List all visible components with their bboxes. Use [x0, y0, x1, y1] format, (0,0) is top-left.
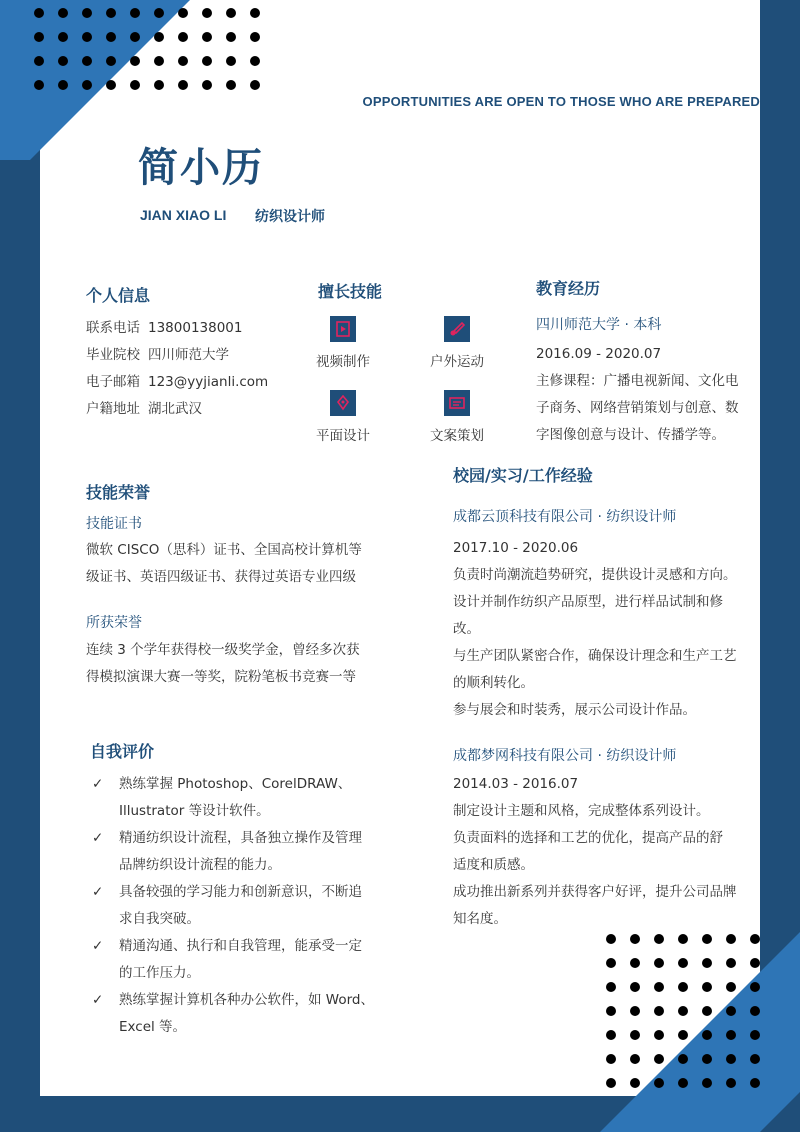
cert-title: 技能证书 — [86, 516, 142, 532]
self-eval-line: 的工作压力。 — [119, 965, 200, 981]
job-2-title: 成都梦网科技有限公司 · 纺织设计师 — [453, 748, 677, 764]
decorative-dot — [654, 1030, 664, 1040]
decorative-dot — [82, 56, 92, 66]
skill-label: 户外运动 — [430, 354, 484, 370]
award-line: 连续 3 个学年获得校一级奖学金，曾经多次获 — [86, 642, 360, 658]
decorative-dot — [726, 1006, 736, 1016]
decorative-dot — [202, 56, 212, 66]
decorative-dot — [630, 982, 640, 992]
self-eval-line: 品牌纺织设计流程的能力。 — [119, 857, 281, 873]
self-eval-line: 精通沟通、执行和自我管理，能承受一定 — [119, 938, 362, 954]
decorative-dot — [750, 1030, 760, 1040]
decorative-dot — [630, 1006, 640, 1016]
honors-heading: 技能荣誉 — [86, 483, 151, 502]
self-eval-line: 具备较强的学习能力和创新意识，不断追 — [119, 884, 362, 900]
info-label: 毕业院校 — [86, 347, 140, 363]
decorative-dot — [34, 56, 44, 66]
decorative-dot — [678, 934, 688, 944]
slogan: OPPORTUNITIES ARE OPEN TO THOSE WHO ARE PREPARED — [362, 94, 760, 109]
check-icon: ✓ — [92, 830, 104, 846]
education-details — [536, 341, 758, 449]
decorative-dot — [630, 1030, 640, 1040]
decorative-dot — [606, 1006, 616, 1016]
decorative-dot — [250, 8, 260, 18]
skills-heading: 擅长技能 — [318, 282, 383, 301]
education-period: 2016.09 - 2020.07 — [536, 346, 662, 362]
check-icon: ✓ — [92, 992, 104, 1008]
decorative-dot — [226, 56, 236, 66]
decorative-dot — [82, 80, 92, 90]
education-school: 四川师范大学 · 本科 — [536, 317, 662, 333]
decorative-dot — [606, 982, 616, 992]
decorative-dot — [58, 8, 68, 18]
job-line: 成功推出新系列并获得客户好评，提升公司品牌 — [453, 884, 737, 900]
decorative-dot — [678, 1078, 688, 1088]
check-icon: ✓ — [92, 938, 104, 954]
applicant-pinyin: JIAN XIAO LI — [140, 207, 227, 223]
decorative-dot — [202, 80, 212, 90]
award-line: 得模拟演课大赛一等奖，院粉笔板书竞赛一等 — [86, 669, 356, 685]
decorative-dot — [130, 80, 140, 90]
decorative-dot — [106, 56, 116, 66]
decorative-dot — [34, 80, 44, 90]
decorative-dot — [130, 56, 140, 66]
applicant-name: 简小历 — [138, 145, 264, 191]
cert-line: 微软 CISCO（思科）证书、全国高校计算机等 — [86, 542, 362, 558]
cert-line: 级证书、英语四级证书、获得过英语专业四级 — [86, 569, 356, 585]
decorative-dot — [654, 934, 664, 944]
decorative-dot — [58, 32, 68, 42]
job-line: 参与展会和时装秀，展示公司设计作品。 — [453, 702, 696, 718]
decorative-dot — [726, 982, 736, 992]
job-line: 的顺利转化。 — [453, 675, 534, 691]
decorative-dot — [58, 56, 68, 66]
decorative-dot — [678, 958, 688, 968]
decorative-dot — [702, 958, 712, 968]
decorative-dot — [154, 80, 164, 90]
info-label: 电子邮箱 — [86, 374, 140, 390]
decorative-dot — [178, 8, 188, 18]
self-eval-line: Excel 等。 — [119, 1019, 187, 1035]
personal-info-list — [86, 315, 268, 423]
decorative-dot — [130, 8, 140, 18]
decorative-dot — [202, 32, 212, 42]
self-eval-item — [92, 771, 382, 825]
decorative-dot — [606, 1030, 616, 1040]
decorative-dot — [750, 1078, 760, 1088]
decorative-dot — [34, 32, 44, 42]
job-title: 纺织设计师 — [255, 209, 325, 225]
skill-item-copywriting — [412, 390, 502, 444]
decorative-dot — [606, 934, 616, 944]
job-line: 负责时尚潮流趋势研究，提供设计灵感和方向。 — [453, 567, 737, 583]
decorative-dot — [750, 982, 760, 992]
award-title: 所获荣誉 — [86, 615, 142, 631]
education-heading: 教育经历 — [536, 279, 601, 298]
decorative-dot — [630, 1054, 640, 1064]
info-value: 13800138001 — [148, 320, 243, 336]
job-period: 2017.10 - 2020.06 — [453, 540, 579, 556]
decorative-dot — [702, 982, 712, 992]
decorative-dot — [82, 8, 92, 18]
decorative-dot — [630, 1078, 640, 1088]
decorative-dot — [726, 934, 736, 944]
decorative-dot — [678, 982, 688, 992]
decorative-dot — [106, 8, 116, 18]
job-line: 与生产团队紧密合作，确保设计理念和生产工艺 — [453, 648, 737, 664]
decorative-dot — [226, 8, 236, 18]
self-eval-item — [92, 987, 382, 1041]
decorative-dot — [750, 1054, 760, 1064]
document-icon — [444, 390, 470, 416]
job-line: 制定设计主题和风格，完成整体系列设计。 — [453, 803, 710, 819]
info-label: 户籍地址 — [86, 401, 140, 417]
education-line: 子商务、网络营销策划与创意、数 — [536, 400, 739, 416]
decorative-dot — [702, 1006, 712, 1016]
decorative-dot — [702, 1054, 712, 1064]
badminton-icon — [444, 316, 470, 342]
decorative-dot — [654, 958, 664, 968]
info-row-email — [86, 369, 268, 396]
decorative-dot — [178, 32, 188, 42]
decorative-dot — [726, 958, 736, 968]
job-line: 负责面料的选择和工艺的优化，提高产品的舒 — [453, 830, 723, 846]
decorative-dot — [678, 1006, 688, 1016]
self-eval-line: 熟练掌握 Photoshop、CorelDRAW、 — [119, 776, 352, 792]
decorative-dot — [630, 958, 640, 968]
job-period: 2014.03 - 2016.07 — [453, 776, 579, 792]
decorative-dot — [606, 958, 616, 968]
job-2-details — [453, 771, 758, 933]
skill-label: 文案策划 — [430, 428, 484, 444]
award-text — [86, 637, 386, 691]
decorative-dot — [654, 1054, 664, 1064]
experience-heading: 校园/实习/工作经验 — [453, 466, 593, 485]
decorative-dot — [726, 1030, 736, 1040]
info-label: 联系电话 — [86, 320, 140, 336]
decorative-dot — [606, 1054, 616, 1064]
decorative-dot — [606, 1078, 616, 1088]
decorative-dot — [178, 56, 188, 66]
self-eval-line: Illustrator 等设计软件。 — [119, 803, 270, 819]
job-line: 适度和质感。 — [453, 857, 534, 873]
decorative-dot — [106, 32, 116, 42]
decorative-dot — [726, 1078, 736, 1088]
decorative-dot — [630, 934, 640, 944]
cert-text — [86, 537, 386, 591]
decorative-dot — [154, 32, 164, 42]
info-value: 四川师范大学 — [148, 347, 229, 363]
pen-nib-icon — [330, 390, 356, 416]
self-eval-item — [92, 879, 382, 933]
self-eval-list — [92, 771, 382, 1041]
decorative-dot — [750, 958, 760, 968]
info-row-school — [86, 342, 268, 369]
decorative-dot — [702, 1078, 712, 1088]
job-line: 设计并制作纺织产品原型，进行样品试制和修 — [453, 594, 723, 610]
skill-item-video — [298, 316, 388, 370]
decorative-dot — [654, 982, 664, 992]
skill-item-graphic — [298, 390, 388, 444]
job-line: 改。 — [453, 621, 480, 637]
self-eval-heading: 自我评价 — [90, 742, 155, 761]
decorative-dot — [178, 80, 188, 90]
decorative-dot — [750, 934, 760, 944]
decorative-dot — [58, 80, 68, 90]
decorative-dot — [250, 80, 260, 90]
decorative-dot — [106, 80, 116, 90]
info-value: 123@yyjianli.com — [148, 374, 269, 390]
decorative-dot — [678, 1030, 688, 1040]
decorative-dot — [226, 32, 236, 42]
check-icon: ✓ — [92, 776, 104, 792]
decorative-dot — [154, 8, 164, 18]
self-eval-line: 求自我突破。 — [119, 911, 200, 927]
decorative-dot — [654, 1006, 664, 1016]
decorative-dot — [726, 1054, 736, 1064]
decorative-dot — [82, 32, 92, 42]
decorative-dot — [250, 56, 260, 66]
video-file-icon — [330, 316, 356, 342]
decorative-dot — [250, 32, 260, 42]
skill-label: 平面设计 — [316, 428, 370, 444]
decorative-dot — [130, 32, 140, 42]
decorative-dot — [154, 56, 164, 66]
self-eval-line: 熟练掌握计算机各种办公软件，如 Word、 — [119, 992, 374, 1008]
info-row-address — [86, 396, 268, 423]
decorative-dot — [702, 1030, 712, 1040]
self-eval-item — [92, 933, 382, 987]
personal-info-heading: 个人信息 — [86, 286, 151, 305]
decorative-dot — [34, 8, 44, 18]
info-value: 湖北武汉 — [148, 401, 202, 417]
education-line: 主修课程：广播电视新闻、文化电 — [536, 373, 739, 389]
job-1-details — [453, 535, 758, 724]
decorative-dot — [702, 934, 712, 944]
decorative-dot — [226, 80, 236, 90]
info-row-phone — [86, 315, 268, 342]
decorative-dot — [678, 1054, 688, 1064]
education-line: 字图像创意与设计、传播学等。 — [536, 427, 725, 443]
decorative-dot — [654, 1078, 664, 1088]
job-1-title: 成都云顶科技有限公司 · 纺织设计师 — [453, 509, 677, 525]
decorative-dot — [202, 8, 212, 18]
job-line: 知名度。 — [453, 911, 507, 927]
self-eval-item — [92, 825, 382, 879]
skill-label: 视频制作 — [316, 354, 370, 370]
check-icon: ✓ — [92, 884, 104, 900]
skill-item-outdoor — [412, 316, 502, 370]
decorative-dot — [750, 1006, 760, 1016]
self-eval-line: 精通纺织设计流程，具备独立操作及管理 — [119, 830, 362, 846]
